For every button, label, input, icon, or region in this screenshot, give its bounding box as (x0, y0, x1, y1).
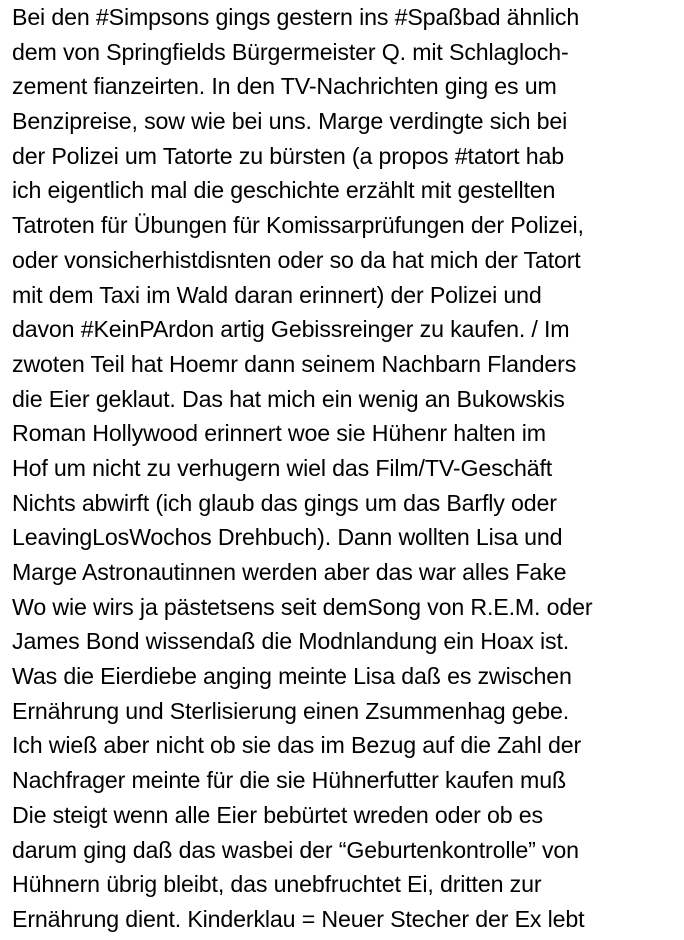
text-line-25: darum ging daß das wasbei der “Geburtenkontrolle” von (12, 836, 579, 863)
text-line-12: die Eier geklaut. Das hat mich ein wenig an Bukowskis (12, 385, 565, 412)
text-line-7: Tatroten für Übungen für Komissarprüfungen der Polizei, (12, 212, 584, 239)
text-line-22: Ich wieß aber nicht ob sie das im Bezug auf die Zahl der (12, 732, 582, 759)
text-line-3: zement fianzeirten. In den TV-Nachrichten ging es um (12, 73, 557, 100)
text-line-16: LeavingLosWochos Drehbuch). Dann wollten Lisa und (12, 524, 563, 551)
text-line-11: zwoten Teil hat Hoemr dann seinem Nachbarn Flanders (12, 350, 577, 377)
text-line-8: oder vonsicherhistdisnten oder so da hat mich der Tatort (12, 246, 581, 273)
text-line-19: James Bond wissendaß die Modnlandung ein Hoax ist. (12, 628, 570, 655)
text-line-9: mit dem Taxi im Wald daran erinnert) der Polizei und (12, 281, 542, 308)
text-line-2: dem von Springfields Bürgermeister Q. mit Schlagloch- (12, 38, 569, 65)
text-line-23: Nachfrager meinte für die sie Hühnerfutter kaufen muß (12, 767, 566, 794)
text-line-4: Benzipreise, sow wie bei uns. Marge verdingte sich bei (12, 108, 568, 135)
text-line-1: Bei den #Simpsons gings gestern ins #Spaßbad ähnlich (12, 4, 580, 30)
text-line-24: Die steigt wenn alle Eier bebürtet wreden oder ob es (12, 801, 543, 828)
text-line-15: Nichts abwirft (ich glaub das gings um das Barfly oder (12, 489, 557, 516)
text-line-5: der Polizei um Tatorte zu bürsten (a propos #tatort hab (12, 142, 564, 169)
text-line-21: Ernährung und Sterlisierung einen Zsummenhag gebe. (12, 697, 570, 724)
text-line-27: Ernährung dient. Kinderklau = Neuer Stecher der Ex lebt (12, 905, 585, 932)
text-line-18: Wo wie wirs ja pästetsens seit demSong von R.E.M. oder (12, 593, 593, 620)
text-line-10: davon #KeinPArdon artig Gebissreinger zu kaufen. / Im (12, 316, 570, 343)
text-line-20: Was die Eierdiebe anging meinte Lisa daß es zwischen (12, 663, 572, 690)
body-text (12, 0, 676, 937)
text-line-26: Hühnern übrig bleibt, das unebfruchtet Ei, dritten zur (12, 871, 542, 898)
text-line-17: Marge Astronautinnen werden aber das war alles Fake (12, 559, 567, 585)
text-line-14: Hof um nicht zu verhugern wiel das Film/TV-Geschäft (12, 454, 553, 481)
text-line-6: ich eigentlich mal die geschichte erzählt mit gestellten (12, 177, 556, 204)
text-line-13: Roman Hollywood erinnert woe sie Hühenr halten im (12, 420, 546, 447)
